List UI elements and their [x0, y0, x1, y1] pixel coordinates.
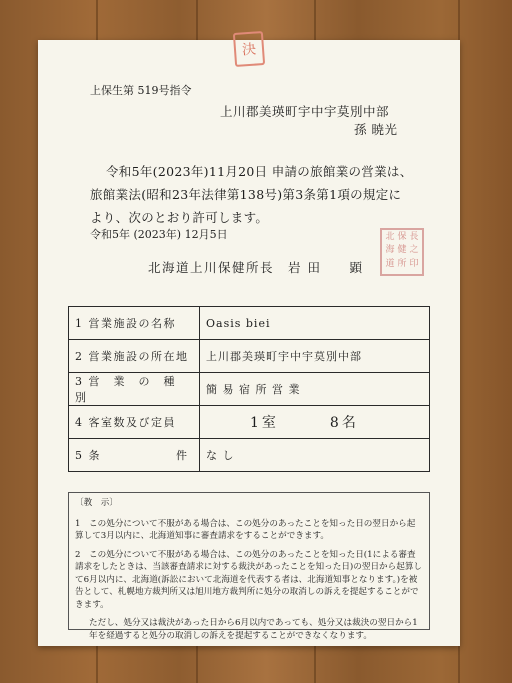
document-number: 上保生第 519号指令: [90, 84, 192, 97]
applicant-address: 上川郡美瑛町宇中宇莫別中部: [220, 104, 390, 119]
approval-seal: 決: [233, 31, 265, 67]
statement-line-1: 令和5年(2023年)11月20日 申請の旅館業の営業は、: [106, 164, 413, 179]
office-seal: 北 保 長 海 健 之 道 所 印: [380, 228, 424, 276]
row-label: 1 営業施設の名称: [69, 307, 200, 340]
instruction-2: 2 この処分について不服がある場合は、この処分のあったことを知った日(1による審査請求をしたときは、当該審査請求に対する裁決があったことを知った日)の翌日から起算して6月以内に、北海道(訴訟において北海道を代表する者は、北海道知事となります。)を被告として、札幌地方裁判所又は旭川地方裁判所に処分の取消しの訴えを提起することができます。: [75, 549, 423, 610]
instruction-1: 1 この処分について不服がある場合は、この処分のあったことを知った日の翌日から起算して3月以内に、北海道知事に審査請求をすることができます。: [75, 518, 416, 541]
rooms-capacity: 1室 8名: [200, 406, 430, 439]
statement-line-3: より、次のとおり許可します。: [90, 210, 269, 225]
permit-document: [38, 40, 460, 646]
applicant-name: 孫 暁光: [354, 122, 398, 137]
row-label: 2 営業施設の所在地: [69, 340, 200, 373]
table-row: [69, 340, 430, 373]
statement-line-2: 旅館業法(昭和23年法律第138号)第3条第1項の規定に: [90, 187, 402, 202]
instructions-header: 〔教 示〕: [75, 498, 118, 508]
table-row: [69, 373, 430, 406]
row-label: 5 条 件: [69, 439, 200, 472]
row-label: 3 営 業 の 種 別: [69, 373, 200, 406]
permit-table: [68, 306, 430, 472]
business-type: 簡 易 宿 所 営 業: [200, 373, 430, 406]
table-row: [69, 439, 430, 472]
facility-name: Oasis biei: [200, 307, 430, 340]
issue-date: 令和5年 (2023年) 12月5日: [90, 228, 228, 241]
permit-statement: [90, 160, 420, 229]
table-row: [69, 307, 430, 340]
instructions-box: [68, 492, 430, 641]
instruction-3: ただし、処分又は裁決があった日から6月以内であっても、処分又は裁決の翌日から1年を経過すると処分の取消しの訴えを提起することができなくなります。: [89, 618, 418, 641]
conditions: な し: [200, 439, 430, 472]
issuer: 北海道上川保健所長 岩 田 顕: [148, 260, 364, 275]
table-row: [69, 406, 430, 439]
facility-location: 上川郡美瑛町宇中宇莫別中部: [200, 340, 430, 373]
row-label: 4 客室数及び定員: [69, 406, 200, 439]
